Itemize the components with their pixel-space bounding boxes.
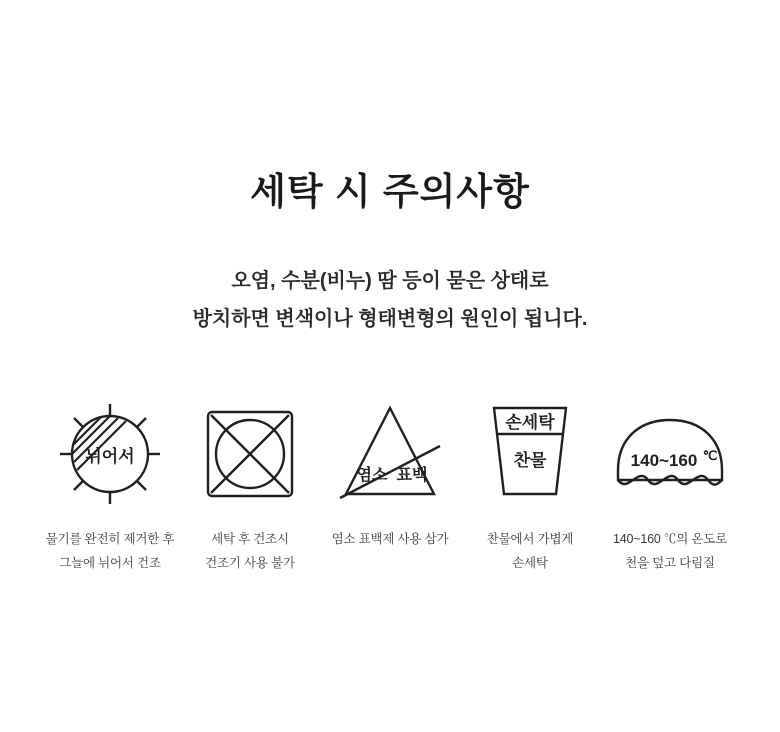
care-item-no-tumble-dry: [180, 390, 320, 574]
caption-line: 세탁 후 건조시: [211, 532, 289, 547]
dry-in-shade-flat-symbol-label: 뉘어서: [85, 447, 135, 467]
bleach-symbol-label-left: 염소: [356, 467, 388, 485]
dry-in-shade-flat-icon: [44, 390, 176, 518]
caption-line: 140~160 ℃의 온도로: [613, 532, 727, 547]
care-item-no-chlorine-bleach: [320, 390, 460, 551]
subtitle-line-1: 오염, 수분(비누) 땀 등이 묻은 상태로: [231, 270, 549, 293]
care-item-iron-with-cloth: [600, 390, 740, 574]
caption-iron-with-cloth: [613, 528, 727, 574]
caption-no-tumble-dry: [205, 528, 295, 574]
caption-line: 천을 덮고 다림질: [625, 555, 715, 570]
bleach-symbol-label-right: 표백: [396, 467, 428, 485]
caption-line: 손세탁: [512, 555, 548, 570]
iron-symbol-label-unit: ℃: [702, 448, 718, 464]
caption-line: 염소 표백제 사용 삼가: [331, 532, 449, 547]
caption-hand-wash-cold-water: [487, 528, 573, 574]
caption-line: 그늘에 뉘어서 건조: [59, 555, 161, 570]
caption-dry-in-shade-flat: [46, 528, 175, 574]
caption-line: 건조기 사용 불가: [205, 555, 295, 570]
handwash-symbol-label-bottom: 찬물: [513, 451, 547, 471]
page-title: 세탁 시 주의사항: [250, 171, 530, 212]
no-chlorine-bleach-icon: [320, 390, 460, 518]
care-symbols-row: [0, 390, 780, 574]
iron-symbol-label: 140~160: [630, 451, 698, 471]
page-subtitle: [0, 262, 780, 338]
handwash-symbol-label-top: 손세탁: [505, 413, 555, 433]
care-item-dry-in-shade-flat: [40, 390, 180, 574]
no-tumble-dry-icon: [184, 390, 316, 518]
caption-line: 찬물에서 가볍게: [486, 532, 574, 547]
care-item-hand-wash-cold-water: [460, 390, 600, 574]
caption-line: 물기를 완전히 제거한 후: [45, 532, 175, 547]
subtitle-line-2: 방치하면 변색이나 형태변형의 원인이 됩니다.: [192, 308, 588, 331]
iron-with-cloth-icon: [600, 390, 740, 518]
caption-no-chlorine-bleach: [332, 528, 449, 551]
hand-wash-cold-water-icon: [464, 390, 596, 518]
